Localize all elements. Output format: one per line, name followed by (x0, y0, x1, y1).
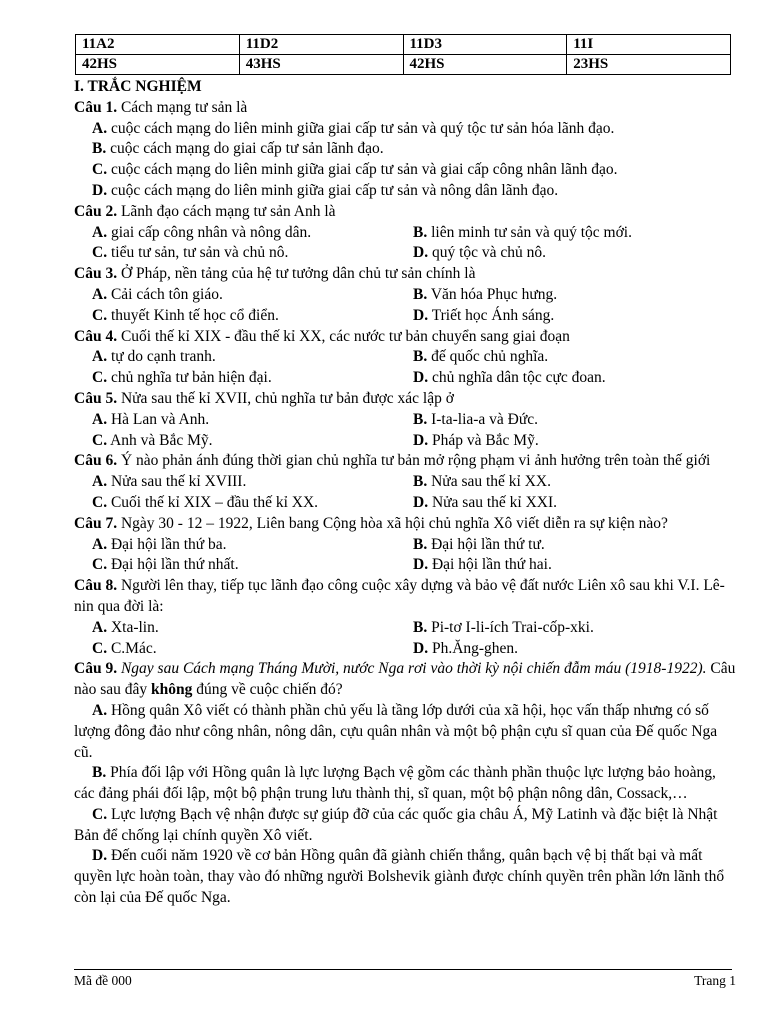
question-stem (74, 451, 736, 472)
answer-option[interactable] (74, 410, 413, 431)
answer-option[interactable] (74, 639, 413, 660)
answer-option[interactable] (74, 555, 413, 576)
option-row (74, 493, 736, 514)
option-key: A. (92, 618, 108, 636)
option-row (74, 285, 736, 306)
question-text: Nửa sau thế kỉ XVII, chủ nghĩa tư bản được xác lập ở (120, 389, 454, 407)
option-row (74, 431, 736, 452)
answer-option[interactable] (74, 618, 413, 639)
question-text: Cách mạng tư sản là (120, 98, 248, 116)
answer-option[interactable] (413, 472, 736, 493)
question-label: Câu 2. (74, 202, 118, 220)
option-row (74, 243, 736, 264)
option-text: chủ nghĩa tư bản hiện đại. (110, 369, 272, 387)
option-text: Nửa sau thế kỉ XVIII. (110, 473, 247, 491)
option-row (74, 368, 736, 389)
option-text: Văn hóa Phục hưng. (430, 285, 558, 303)
option-key: B. (413, 535, 428, 553)
option-key: B. (413, 410, 428, 428)
table-cell: 11D3 (403, 35, 567, 55)
question-label: Câu 6. (74, 452, 118, 470)
option-row (74, 555, 736, 576)
option-key: A. (92, 701, 108, 719)
option-text: Lực lượng Bạch vệ nhận được sự giúp đỡ của các quốc gia châu Á, Mỹ Latinh và đặc biệt là Nhật Bản để chống lại chính quyền Xô viết. (74, 805, 718, 844)
option-text: Anh và Bắc Mỹ. (110, 431, 213, 449)
option-text: Nửa sau thế kỉ XXI. (431, 493, 558, 511)
question-9-prompt-end: đúng về cuộc chiến đó? (196, 681, 343, 699)
question-stem (74, 327, 736, 348)
question-stem (74, 514, 736, 535)
answer-option[interactable] (74, 243, 413, 264)
question (74, 98, 736, 202)
option-text: Pháp và Bắc Mỹ. (431, 431, 539, 449)
option-key: D. (413, 556, 429, 574)
answer-option[interactable] (74, 119, 736, 140)
option-key: D. (413, 493, 429, 511)
option-text: Pi-tơ I-li-ích Trai-cốp-xki. (431, 618, 594, 636)
option-key: B. (413, 223, 428, 241)
answer-option[interactable] (413, 618, 736, 639)
question-text: Ngày 30 - 12 – 1922, Liên bang Cộng hòa xã hội chủ nghĩa Xô viết diễn ra sự kiện nào? (120, 514, 668, 532)
answer-option[interactable] (74, 347, 413, 368)
option-text: Phía đối lập với Hồng quân là lực lượng Bạch vệ gồm các thành phần thuộc lực lượng bảo hoàng, các đảng phái đối lập, một bộ phận trung lưu thành thị, sĩ quan, một bộ phận nông dân, Cossack,… (74, 764, 716, 803)
option-key: D. (413, 431, 429, 449)
question-list (74, 98, 736, 660)
class-table (75, 34, 731, 75)
answer-option[interactable] (74, 763, 736, 805)
option-row (74, 347, 736, 368)
option-key: C. (92, 306, 108, 324)
option-key: D. (92, 847, 108, 865)
question-9-emphasis: không (151, 681, 193, 699)
table-cell: 11D2 (239, 35, 403, 55)
option-key: D. (92, 181, 108, 199)
option-text: I-ta-lia-a và Đức. (431, 410, 539, 428)
option-text: Đại hội lần thứ tư. (431, 535, 545, 553)
table-cell: 42HS (76, 55, 240, 75)
answer-option[interactable] (74, 701, 736, 763)
option-row (74, 472, 736, 493)
table-cell: 11I (567, 35, 731, 55)
question-label: Câu 5. (74, 389, 118, 407)
option-key: D. (413, 306, 429, 324)
answer-option[interactable] (74, 493, 413, 514)
option-row (74, 306, 736, 327)
answer-option[interactable] (74, 181, 736, 202)
question-stem (74, 389, 736, 410)
option-text: Đại hội lần thứ hai. (431, 556, 552, 574)
question-stem (74, 576, 736, 618)
option-text: chủ nghĩa dân tộc cực đoan. (431, 369, 606, 387)
answer-option[interactable] (413, 223, 736, 244)
answer-option[interactable] (74, 535, 413, 556)
answer-option[interactable] (413, 285, 736, 306)
answer-option[interactable] (413, 555, 736, 576)
question-label: Câu 8. (74, 577, 118, 595)
option-key: A. (92, 473, 108, 491)
option-key: A. (92, 223, 108, 241)
exam-code: Mã đề 000 (74, 973, 132, 988)
option-text: cuộc cách mạng do liên minh giữa giai cấp tư sản và nông dân lãnh đạo. (110, 181, 559, 199)
option-key: D. (413, 639, 429, 657)
answer-option[interactable] (74, 223, 413, 244)
question-text: Ý nào phản ánh đúng thời gian chủ nghĩa tư bản mở rộng phạm vi ảnh hưởng trên toàn thế giới (120, 452, 711, 470)
question (74, 576, 736, 659)
option-row (74, 223, 736, 244)
question-9-prompt: Câu nào sau đây (74, 660, 736, 699)
option-key: A. (92, 348, 108, 366)
option-text: Đại hội lần thứ nhất. (110, 556, 239, 574)
option-text: đế quốc chủ nghĩa. (431, 348, 549, 366)
option-key: A. (92, 119, 108, 137)
option-text: cuộc cách mạng do liên minh giữa giai cấp tư sản và quý tộc tư sản hóa lãnh đạo. (110, 119, 615, 137)
question-label: Câu 1. (74, 98, 118, 116)
option-key: D. (413, 244, 429, 262)
question-text: Lãnh đạo cách mạng tư sản Anh là (120, 202, 336, 220)
option-text: thuyết Kinh tế học cổ điển. (110, 306, 279, 324)
answer-option[interactable] (413, 431, 736, 452)
answer-option[interactable] (74, 368, 413, 389)
answer-option[interactable] (74, 472, 413, 493)
question-label: Câu 3. (74, 265, 118, 283)
option-text: Cuối thế kỉ XIX – đầu thế kỉ XX. (110, 493, 319, 511)
option-text: Cải cách tôn giáo. (110, 285, 223, 303)
answer-option[interactable] (74, 306, 413, 327)
question-label: Câu 7. (74, 514, 118, 532)
question-label: Câu 4. (74, 327, 118, 345)
option-text: C.Mác. (110, 639, 157, 657)
option-text: Ph.Ăng-ghen. (431, 639, 519, 657)
answer-option[interactable] (413, 243, 736, 264)
option-text: cuộc cách mạng do liên minh giữa giai cấp tư sản và giai cấp công nhân lãnh đạo. (110, 161, 618, 179)
option-key: B. (413, 285, 428, 303)
option-key: C. (92, 431, 108, 449)
answer-option[interactable] (413, 410, 736, 431)
question-stem (74, 202, 736, 223)
table-cell: 43HS (239, 55, 403, 75)
option-key: A. (92, 535, 108, 553)
table-cell: 42HS (403, 55, 567, 75)
question-stem (74, 98, 736, 119)
option-text: Xta-lin. (110, 618, 159, 636)
exam-content (74, 77, 736, 909)
answer-option[interactable] (413, 493, 736, 514)
option-row (74, 410, 736, 431)
table-row (76, 55, 731, 75)
option-text: quý tộc và chủ nô. (431, 244, 547, 262)
answer-option[interactable] (413, 347, 736, 368)
answer-option[interactable] (74, 846, 736, 908)
question (74, 389, 736, 451)
option-text: tự do cạnh tranh. (110, 348, 216, 366)
option-text: Triết học Ánh sáng. (431, 306, 555, 324)
option-key: A. (92, 285, 108, 303)
footer-divider (74, 969, 732, 970)
option-key: C. (92, 493, 108, 511)
option-text: tiểu tư sản, tư sản và chủ nô. (110, 244, 289, 262)
option-text: giai cấp công nhân và nông dân. (110, 223, 312, 241)
option-key: C. (92, 161, 108, 179)
option-key: D. (413, 369, 429, 387)
answer-option[interactable] (413, 639, 736, 660)
option-text: Hồng quân Xô viết có thành phần chủ yếu là tầng lớp dưới của xã hội, học vấn thấp nhưng có số lượng đông đảo như công nhân, nông dân, cựu quân nhân và một bộ phận cựu sĩ quan của Đế quốc Nga cũ. (74, 701, 718, 761)
option-row (74, 618, 736, 639)
question-text: Cuối thế kỉ XIX - đầu thế kỉ XX, các nước tư bản chuyển sang giai đoạn (120, 327, 570, 345)
answer-option[interactable] (74, 431, 413, 452)
answer-option[interactable] (74, 805, 736, 847)
question-text: Ở Pháp, nền tảng của hệ tư tưởng dân chủ tư sản chính là (120, 265, 476, 283)
option-row (74, 639, 736, 660)
question-9-stem (74, 659, 736, 701)
question (74, 202, 736, 264)
question-stem (74, 264, 736, 285)
option-key: B. (92, 140, 107, 158)
option-key: B. (413, 348, 428, 366)
option-key: A. (92, 410, 108, 428)
option-row (74, 535, 736, 556)
option-key: B. (413, 473, 428, 491)
option-key: C. (92, 639, 108, 657)
answer-option[interactable] (413, 368, 736, 389)
option-key: B. (92, 764, 107, 782)
question-9 (74, 659, 736, 909)
option-text: Hà Lan và Anh. (110, 410, 210, 428)
option-text: Đến cuối năm 1920 về cơ bản Hồng quân đã giành chiến thắng, quân bạch vệ bị thất bại và mất quyền lực hoàn toàn, thay vào đó những người Bolshevik giành được chính quyền trên phần lớn lãnh thổ còn lại của Đế quốc Nga. (74, 847, 725, 907)
question-9-context: Ngay sau Cách mạng Tháng Mười, nước Nga rơi vào thời kỳ nội chiến đẫm máu (1918-1922). (120, 660, 707, 678)
option-text: liên minh tư sản và quý tộc mới. (431, 223, 632, 241)
question-text: Người lên thay, tiếp tục lãnh đạo công cuộc xây dựng và bảo vệ đất nước Liên xô sau khi V.I. Lê-nin qua đời là: (74, 577, 725, 615)
answer-option[interactable] (413, 306, 736, 327)
page-number: Trang 1 (694, 973, 736, 988)
answer-option[interactable] (74, 285, 413, 306)
answer-option[interactable] (413, 535, 736, 556)
option-key: C. (92, 369, 108, 387)
section-heading: I. TRẮC NGHIỆM (74, 78, 202, 95)
table-cell: 23HS (567, 55, 731, 75)
question (74, 327, 736, 389)
question (74, 514, 736, 576)
question-9-options (74, 701, 736, 909)
answer-option[interactable] (74, 139, 736, 160)
table-row (76, 35, 731, 55)
question-label: Câu 9. (74, 660, 118, 678)
option-key: C. (92, 556, 108, 574)
option-key: C. (92, 244, 108, 262)
question (74, 451, 736, 513)
question (74, 264, 736, 326)
table-cell: 11A2 (76, 35, 240, 55)
option-text: Đại hội lần thứ ba. (110, 535, 227, 553)
answer-option[interactable] (74, 160, 736, 181)
option-text: cuộc cách mạng do giai cấp tư sản lãnh đạo. (110, 140, 384, 158)
option-key: C. (92, 805, 108, 823)
option-text: Nửa sau thế kỉ XX. (431, 473, 551, 491)
option-key: B. (413, 618, 428, 636)
